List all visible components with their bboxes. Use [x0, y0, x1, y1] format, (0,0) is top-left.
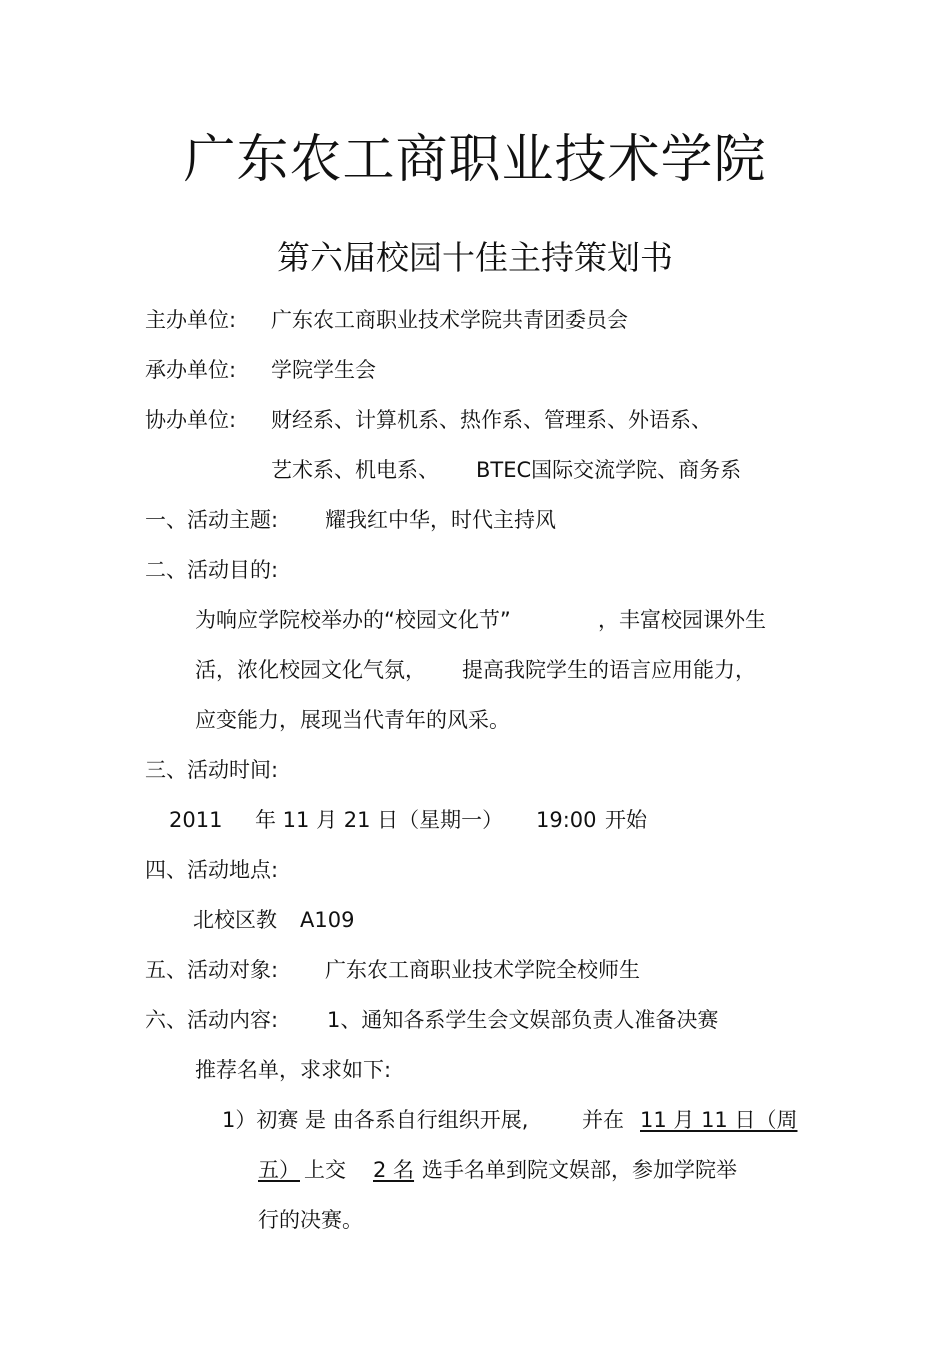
- co-organizer-value-line1: 财经系、计算机系、热作系、管理系、外语系、: [271, 408, 712, 432]
- host-label: 主办单位:: [145, 308, 237, 332]
- theme-value: 耀我红中华，时代主持风: [325, 508, 556, 532]
- organizer-value: 学院学生会: [271, 358, 376, 382]
- item1-submit: 上交: [304, 1158, 346, 1182]
- place-label: 四、活动地点:: [145, 858, 279, 882]
- time-label: 三、活动时间:: [145, 758, 279, 782]
- purpose-line2b: 提高我院学生的语言应用能力，: [462, 658, 756, 682]
- place-value-a: 北校区教: [193, 908, 277, 932]
- theme-label: 一、活动主题:: [145, 508, 279, 532]
- page-subtitle: 第六届校园十佳主持策划书: [277, 238, 673, 277]
- item1-line1a: 1）初赛 是 由各系自行组织开展,: [222, 1108, 529, 1132]
- co-organizer-value-line2a: 艺术系、机电系、: [271, 458, 439, 482]
- item1-line1b: 并在: [582, 1108, 624, 1132]
- purpose-line1a: 为响应学院校举办的“校园文化节”: [195, 608, 511, 632]
- item1-line2: 选手名单到院文娱部，参加学院举: [422, 1158, 737, 1182]
- content-line2: 推荐名单，求求如下:: [195, 1058, 392, 1082]
- host-value: 广东农工商职业技术学院共青团委员会: [271, 308, 628, 332]
- time-start: 开始: [605, 808, 647, 832]
- purpose-line1b: ，丰富校园课外生: [598, 608, 766, 632]
- purpose-label: 二、活动目的:: [145, 558, 279, 582]
- content-line1: 1、通知各系学生会文娱部负责人准备决赛: [327, 1008, 719, 1032]
- target-label: 五、活动对象:: [145, 958, 279, 982]
- content-label: 六、活动内容:: [145, 1008, 279, 1032]
- page-title: 广东农工商职业技术学院: [183, 130, 767, 190]
- item1-date-underlined: 11 月 11 日（周: [640, 1108, 798, 1132]
- item1-count-underlined: 2 名: [373, 1158, 415, 1182]
- purpose-line2a: 活，浓化校园文化气氛，: [195, 658, 426, 682]
- time-clock: 19:00: [536, 808, 597, 832]
- item1-date-underlined-end: 五）: [258, 1158, 300, 1182]
- target-value: 广东农工商职业技术学院全校师生: [325, 958, 640, 982]
- item1-line3: 行的决赛。: [258, 1208, 363, 1232]
- time-year: 2011: [169, 808, 223, 832]
- co-organizer-value-line2b: BTEC国际交流学院、商务系: [476, 458, 742, 482]
- place-value-b: A109: [300, 908, 355, 932]
- organizer-label: 承办单位:: [145, 358, 237, 382]
- co-organizer-label: 协办单位:: [145, 408, 237, 432]
- time-date: 年 11 月 21 日（星期一）: [255, 808, 504, 832]
- purpose-line3: 应变能力，展现当代青年的风采。: [195, 708, 510, 732]
